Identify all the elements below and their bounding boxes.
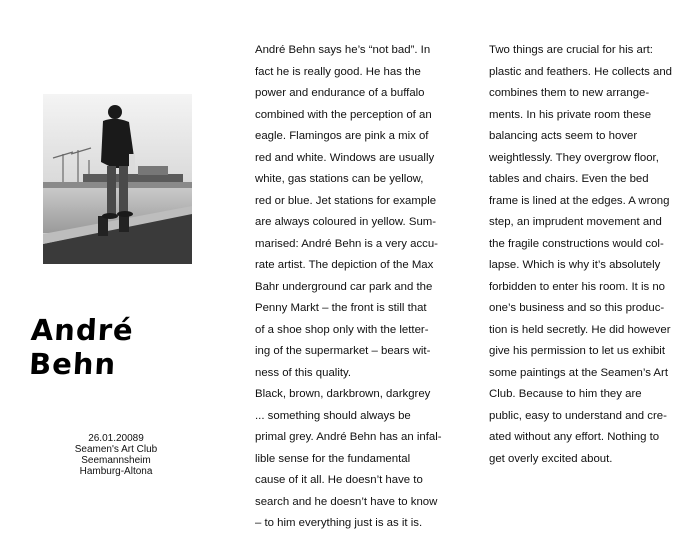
text-line: combined with the perception of an	[255, 108, 432, 121]
text-line: some paintings at the Seamen’s Art	[489, 366, 668, 379]
event-place: Seemannsheim	[81, 455, 151, 466]
text-line: ated without any effort. Nothing to	[489, 431, 660, 443]
text-line: Black, brown, darkbrown, darkgrey	[255, 388, 431, 400]
event-info	[56, 433, 176, 477]
text-line: step, an imprudent movement and	[489, 216, 662, 228]
text-line: the fragile constructions would col-	[489, 237, 664, 250]
text-line: Bahr underground car park and the	[255, 280, 433, 293]
text-line: Penny Markt – the front is still that	[255, 302, 427, 314]
text-line: primal grey. André Behn has an infal-	[255, 431, 442, 443]
text-line: Two things are crucial for his art:	[489, 44, 653, 56]
text-line: rate artist. The depiction of the Max	[255, 259, 434, 271]
text-line: red and white. Windows are usually	[255, 151, 435, 164]
photo-harbor-man-icon	[43, 94, 192, 264]
text-line: marised: André Behn is a very accu-	[255, 237, 438, 250]
text-line: tables and chairs. Even the bed	[489, 173, 649, 185]
text-line: eagle. Flamingos are pink a mix of	[255, 130, 429, 142]
text-line: lapse. Which is why it’s absolutely	[489, 259, 661, 271]
text-column-right	[489, 40, 689, 470]
artist-name: André Behn	[28, 313, 135, 381]
event-venue: Seamen's Art Club	[74, 444, 158, 455]
text-line: ments. In his private room these	[489, 108, 652, 121]
text-line: ... something should always be	[255, 409, 411, 422]
text-line: white, gas stations can be yellow,	[255, 173, 424, 185]
text-line: ing of the supermarket – bears wit-	[255, 345, 431, 357]
text-line: search and he doesn’t have to know	[255, 495, 438, 508]
event-district: Hamburg-Altona	[79, 466, 153, 477]
text-line: balancing acts seem to hover	[489, 130, 638, 142]
text-line: weightlessly. They overgrow floor,	[489, 151, 659, 164]
text-line: are always coloured in yellow. Sum-	[255, 216, 437, 228]
text-line: give his permission to let us exhibit	[489, 345, 666, 357]
text-line: plastic and feathers. He collects and	[489, 65, 672, 78]
text-line: cause of it all. He doesn’t have to	[255, 474, 423, 486]
text-line: get overly excited about.	[489, 452, 613, 465]
text-column-left	[255, 40, 455, 535]
text-line: Club. Because to him they are	[489, 388, 642, 400]
text-line: public, easy to understand and cre-	[489, 409, 667, 422]
text-line: red or blue. Jet stations for example	[255, 194, 437, 207]
text-line: ness of this quality.	[255, 366, 352, 379]
text-line: of a shoe shop only with the letter-	[255, 323, 429, 336]
text-line: – to him everything just is as it is.	[255, 517, 423, 529]
text-line: fact he is really good. He has the	[255, 65, 421, 78]
text-line: one’s business and so this produc-	[489, 302, 665, 314]
text-line: forbidden to enter his room. It is no	[489, 280, 666, 293]
text-line: tion is held secretly. He did however	[489, 323, 671, 336]
text-line: lible sense for the fundamental	[255, 452, 411, 465]
text-line: power and endurance of a buffalo	[255, 87, 425, 99]
text-line: frame is lined at the edges. A wrong	[489, 194, 670, 207]
artist-photo	[43, 94, 192, 264]
text-line: André Behn says he’s “not bad”. In	[255, 44, 431, 56]
text-line: combines them to new arrange-	[489, 87, 650, 99]
event-date: 26.01.20089	[88, 433, 144, 444]
